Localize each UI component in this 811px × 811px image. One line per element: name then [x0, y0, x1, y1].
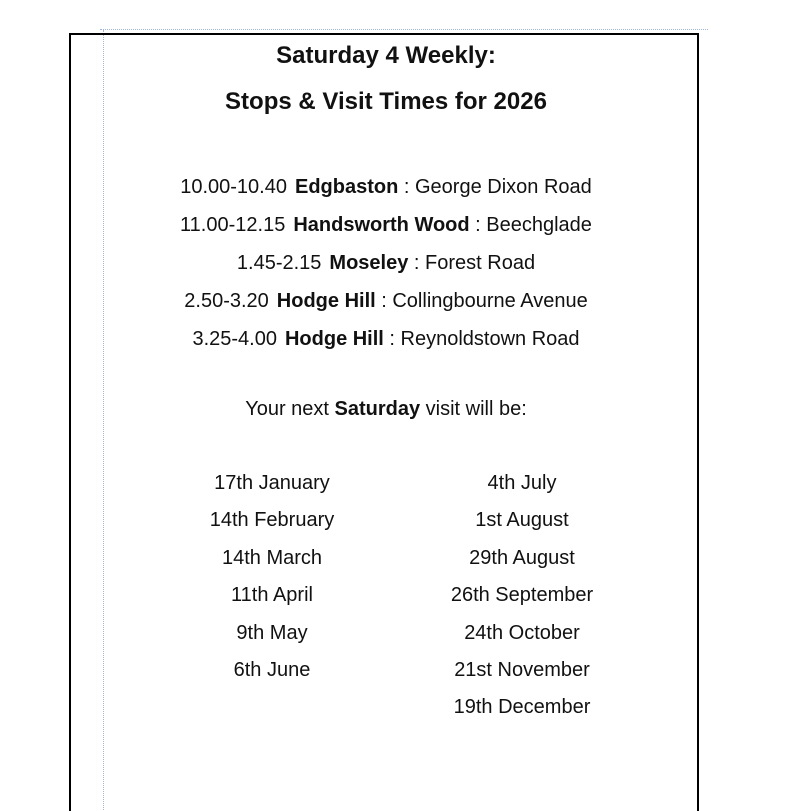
- stop-time: 10.00-10.40: [180, 176, 287, 198]
- stop-separator: :: [375, 290, 393, 312]
- stop-street: Reynoldstown Road: [400, 328, 580, 350]
- visit-date: 26th September: [450, 584, 594, 607]
- visit-date: 29th August: [469, 546, 575, 569]
- stop-row: [0, 210, 772, 248]
- stop-time: 11.00-12.15: [180, 214, 286, 236]
- visit-date: 1st August: [475, 509, 569, 532]
- title-line-2: Stops & Visit Times for 2026: [225, 88, 547, 115]
- stop-separator: :: [469, 214, 487, 236]
- stop-row: [0, 324, 772, 362]
- next-visit-heading: [0, 398, 772, 421]
- stop-separator: :: [408, 252, 426, 274]
- stop-street: Forest Road: [425, 252, 536, 274]
- stop-time: 1.45-2.15: [236, 252, 322, 274]
- visit-date: 19th December: [453, 696, 591, 719]
- visit-date: 6th June: [233, 658, 311, 681]
- visit-date: 9th May: [236, 621, 308, 644]
- stops-list: [0, 172, 772, 362]
- visit-date: 17th January: [214, 472, 330, 494]
- visit-date: 4th July: [487, 472, 557, 494]
- dates-column-right: [402, 468, 642, 730]
- visit-date: 24th October: [464, 621, 580, 644]
- stop-row: [0, 286, 772, 324]
- title-line-1: Saturday 4 Weekly:: [276, 42, 496, 69]
- visit-date: 21st November: [454, 658, 590, 681]
- stop-row: [0, 248, 772, 286]
- stop-place: Handsworth Wood: [293, 214, 470, 236]
- next-visit-day: Saturday: [334, 398, 421, 420]
- stop-place: Hodge Hill: [276, 290, 376, 312]
- dates-column-left: [152, 468, 392, 692]
- visit-date: 14th February: [209, 509, 335, 532]
- stop-street: Beechglade: [486, 214, 592, 236]
- visit-date: 14th March: [221, 546, 323, 569]
- stop-separator: :: [383, 328, 401, 350]
- stop-time: 2.50-3.20: [184, 290, 269, 312]
- next-visit-suffix: visit will be:: [420, 398, 527, 420]
- next-visit-prefix: Your next: [245, 398, 335, 420]
- text-frame-guide-horizontal: [100, 29, 708, 30]
- stop-place: Moseley: [329, 252, 409, 274]
- stop-place: Edgbaston: [294, 176, 399, 198]
- stop-time: 3.25-4.00: [192, 328, 277, 350]
- stop-separator: :: [398, 176, 415, 198]
- stop-street: Collingbourne Avenue: [392, 290, 588, 312]
- stop-street: George Dixon Road: [415, 176, 592, 198]
- visit-date: 11th April: [231, 584, 313, 607]
- stop-place: Hodge Hill: [284, 328, 384, 350]
- stop-row: [0, 172, 772, 210]
